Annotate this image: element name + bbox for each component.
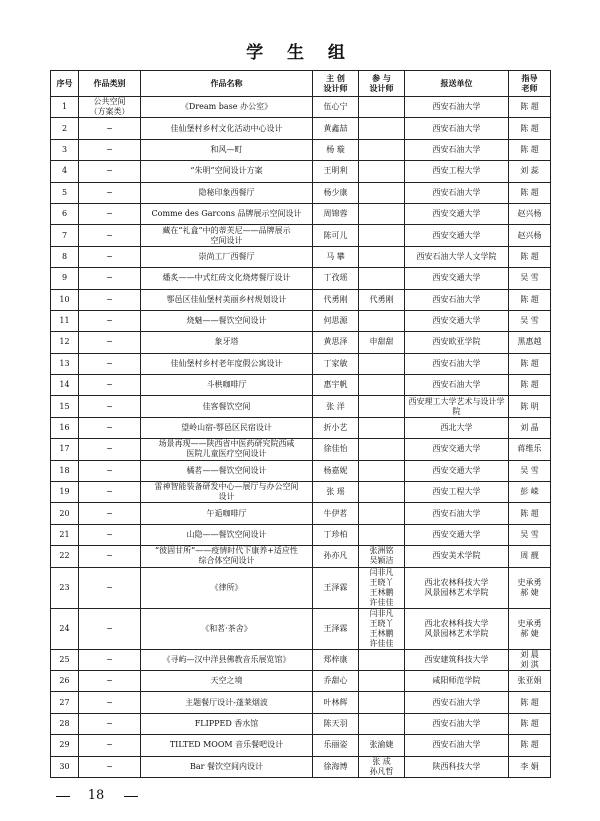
cell-category: ~ bbox=[79, 567, 141, 608]
cell-no: 8 bbox=[51, 246, 79, 267]
cell-advisor: 陈 超 bbox=[509, 246, 551, 267]
cell-name: 象牙塔 bbox=[141, 332, 313, 353]
cell-unit: 西安交通大学 bbox=[405, 225, 509, 246]
cell-participant bbox=[359, 182, 405, 203]
cell-no: 12 bbox=[51, 332, 79, 353]
cell-creator: 黄鑫喆 bbox=[313, 118, 359, 139]
cell-category: ~ bbox=[79, 289, 141, 310]
table-row bbox=[51, 546, 551, 567]
cell-no: 16 bbox=[51, 417, 79, 438]
cell-advisor: 陈 超 bbox=[509, 735, 551, 756]
table-row bbox=[51, 161, 551, 182]
cell-no: 19 bbox=[51, 482, 79, 503]
cell-participant: 张洲铭 吴颖洁 bbox=[359, 546, 405, 567]
cell-advisor: 蒋维乐 bbox=[509, 439, 551, 460]
cell-unit: 西安石油大学人文学院 bbox=[405, 246, 509, 267]
cell-creator: 丁家敏 bbox=[313, 353, 359, 374]
cell-participant bbox=[359, 524, 405, 545]
table-row bbox=[51, 439, 551, 460]
cell-participant bbox=[359, 246, 405, 267]
table-row bbox=[51, 670, 551, 691]
cell-creator: 张 洋 bbox=[313, 396, 359, 417]
cell-advisor: 吴 雪 bbox=[509, 310, 551, 331]
cell-category: 公共空间 （方案类） bbox=[79, 97, 141, 118]
cell-participant bbox=[359, 482, 405, 503]
cell-name: 鄠邑区佳仙堡村美丽乡村规划设计 bbox=[141, 289, 313, 310]
cell-no: 10 bbox=[51, 289, 79, 310]
table-row bbox=[51, 524, 551, 545]
student-award-table bbox=[50, 70, 551, 778]
table-row bbox=[51, 139, 551, 160]
cell-name: 崇尚工厂西餐厅 bbox=[141, 246, 313, 267]
cell-unit: 西安石油大学 bbox=[405, 139, 509, 160]
cell-advisor: 陈 明 bbox=[509, 396, 551, 417]
cell-participant bbox=[359, 503, 405, 524]
cell-category: ~ bbox=[79, 353, 141, 374]
cell-advisor: 李 娟 bbox=[509, 756, 551, 777]
cell-category: ~ bbox=[79, 161, 141, 182]
cell-name: 藏在“礼盒”中的蒂芙尼——品牌展示 空间设计 bbox=[141, 225, 313, 246]
table-row bbox=[51, 713, 551, 734]
cell-creator: 惠宇帆 bbox=[313, 375, 359, 396]
table-row bbox=[51, 225, 551, 246]
cell-no: 3 bbox=[51, 139, 79, 160]
cell-no: 15 bbox=[51, 396, 79, 417]
cell-participant bbox=[359, 375, 405, 396]
cell-category: ~ bbox=[79, 225, 141, 246]
cell-creator: 杨嘉妮 bbox=[313, 460, 359, 481]
cell-no: 23 bbox=[51, 567, 79, 608]
cell-creator: 杨 璇 bbox=[313, 139, 359, 160]
cell-participant: 闫非凡 王晓丫 王林鹏 许佳佳 bbox=[359, 567, 405, 608]
cell-participant bbox=[359, 649, 405, 670]
cell-participant bbox=[359, 268, 405, 289]
cell-category: ~ bbox=[79, 246, 141, 267]
cell-unit: 西安交通大学 bbox=[405, 203, 509, 224]
cell-advisor: 史承勇 郝 婕 bbox=[509, 608, 551, 649]
cell-creator: 徐佳怡 bbox=[313, 439, 359, 460]
cell-advisor: 陈 超 bbox=[509, 289, 551, 310]
table-row bbox=[51, 608, 551, 649]
table-row bbox=[51, 460, 551, 481]
cell-creator: 丁孜瑶 bbox=[313, 268, 359, 289]
table-row bbox=[51, 692, 551, 713]
table-row bbox=[51, 353, 551, 374]
cell-category: ~ bbox=[79, 756, 141, 777]
cell-participant bbox=[359, 692, 405, 713]
cell-no: 20 bbox=[51, 503, 79, 524]
cell-name: 佳客餐饮空间 bbox=[141, 396, 313, 417]
cell-participant bbox=[359, 417, 405, 438]
cell-name: 望岭山宿-鄠邑区民宿设计 bbox=[141, 417, 313, 438]
cell-advisor: 陈 超 bbox=[509, 713, 551, 734]
cell-unit: 西安石油大学 bbox=[405, 735, 509, 756]
table-row bbox=[51, 417, 551, 438]
cell-unit: 西安石油大学 bbox=[405, 97, 509, 118]
cell-advisor: 黑惠越 bbox=[509, 332, 551, 353]
cell-creator: 何思源 bbox=[313, 310, 359, 331]
cell-creator: 周锦蓉 bbox=[313, 203, 359, 224]
cell-participant: 闫非凡 王晓丫 王林鹏 许佳佳 bbox=[359, 608, 405, 649]
cell-category: ~ bbox=[79, 482, 141, 503]
cell-no: 5 bbox=[51, 182, 79, 203]
cell-advisor: 彭 嵘 bbox=[509, 482, 551, 503]
cell-name: 《和茗·茶舍》 bbox=[141, 608, 313, 649]
table-header-row bbox=[51, 71, 551, 97]
cell-name: 雷神智能装备研发中心—展厅与办公空间 设计 bbox=[141, 482, 313, 503]
cell-advisor: 陈 超 bbox=[509, 118, 551, 139]
table-row bbox=[51, 97, 551, 118]
cell-no: 6 bbox=[51, 203, 79, 224]
cell-name: 午逅咖啡厅 bbox=[141, 503, 313, 524]
cell-creator: 孙亦凡 bbox=[313, 546, 359, 567]
table-row bbox=[51, 649, 551, 670]
cell-unit: 西北农林科技大学 风景园林艺术学院 bbox=[405, 567, 509, 608]
table-row bbox=[51, 396, 551, 417]
cell-creator: 徐海博 bbox=[313, 756, 359, 777]
cell-unit: 西安交通大学 bbox=[405, 460, 509, 481]
cell-advisor: 陈 超 bbox=[509, 353, 551, 374]
table-row bbox=[51, 503, 551, 524]
cell-advisor: 陈 超 bbox=[509, 375, 551, 396]
cell-no: 29 bbox=[51, 735, 79, 756]
cell-advisor: 陈 超 bbox=[509, 692, 551, 713]
cell-no: 1 bbox=[51, 97, 79, 118]
cell-creator: 黄思泽 bbox=[313, 332, 359, 353]
cell-participant bbox=[359, 310, 405, 331]
cell-advisor: 陈 超 bbox=[509, 139, 551, 160]
cell-participant bbox=[359, 97, 405, 118]
cell-advisor: 赵兴杨 bbox=[509, 225, 551, 246]
cell-no: 2 bbox=[51, 118, 79, 139]
cell-creator: 代勇刚 bbox=[313, 289, 359, 310]
cell-name: 佳仙堡村乡村老年度假公寓设计 bbox=[141, 353, 313, 374]
table-row bbox=[51, 118, 551, 139]
cell-name: 《寻屿—汉中洋县佛教音乐展览馆》 bbox=[141, 649, 313, 670]
page-title: 学 生 组 bbox=[246, 43, 354, 63]
cell-category: ~ bbox=[79, 118, 141, 139]
cell-advisor: 张亚娟 bbox=[509, 670, 551, 691]
cell-no: 30 bbox=[51, 756, 79, 777]
cell-participant: 张 成 孙凡哲 bbox=[359, 756, 405, 777]
cell-participant bbox=[359, 713, 405, 734]
table-row bbox=[51, 735, 551, 756]
cell-unit: 咸阳师范学院 bbox=[405, 670, 509, 691]
table-row bbox=[51, 289, 551, 310]
cell-category: ~ bbox=[79, 692, 141, 713]
cell-unit: 西安石油大学 bbox=[405, 118, 509, 139]
footer-dash-left bbox=[56, 796, 70, 797]
cell-creator: 伍心宁 bbox=[313, 97, 359, 118]
cell-advisor: 吴 雪 bbox=[509, 268, 551, 289]
cell-creator: 折小艺 bbox=[313, 417, 359, 438]
cell-category: ~ bbox=[79, 735, 141, 756]
cell-unit: 西安石油大学 bbox=[405, 692, 509, 713]
cell-no: 26 bbox=[51, 670, 79, 691]
cell-unit: 西安工程大学 bbox=[405, 482, 509, 503]
cell-participant bbox=[359, 439, 405, 460]
cell-name: 主题餐厅设计-蓬莱烟波 bbox=[141, 692, 313, 713]
cell-no: 17 bbox=[51, 439, 79, 460]
cell-creator: 陈天羽 bbox=[313, 713, 359, 734]
cell-unit: 西安石油大学 bbox=[405, 375, 509, 396]
cell-category: ~ bbox=[79, 417, 141, 438]
cell-no: 11 bbox=[51, 310, 79, 331]
header-category: 作品类别 bbox=[79, 71, 141, 97]
table-row bbox=[51, 182, 551, 203]
cell-no: 7 bbox=[51, 225, 79, 246]
cell-creator: 陈可儿 bbox=[313, 225, 359, 246]
cell-unit: 西安欧亚学院 bbox=[405, 332, 509, 353]
cell-name: “朱明”空间设计方案 bbox=[141, 161, 313, 182]
cell-no: 14 bbox=[51, 375, 79, 396]
cell-creator: 马 攀 bbox=[313, 246, 359, 267]
table-row bbox=[51, 756, 551, 777]
cell-category: ~ bbox=[79, 396, 141, 417]
table-row bbox=[51, 246, 551, 267]
cell-no: 4 bbox=[51, 161, 79, 182]
cell-unit: 西安交通大学 bbox=[405, 310, 509, 331]
cell-creator: 王泽霖 bbox=[313, 608, 359, 649]
cell-participant bbox=[359, 118, 405, 139]
cell-category: ~ bbox=[79, 439, 141, 460]
table-row bbox=[51, 310, 551, 331]
cell-participant: 代勇刚 bbox=[359, 289, 405, 310]
cell-category: ~ bbox=[79, 670, 141, 691]
table-body bbox=[51, 97, 551, 778]
cell-participant: 申甜甜 bbox=[359, 332, 405, 353]
cell-category: ~ bbox=[79, 139, 141, 160]
cell-name: FLIPPED 香水馆 bbox=[141, 713, 313, 734]
cell-no: 18 bbox=[51, 460, 79, 481]
cell-name: “彼固甘所”——疫情时代下康养+适应性 综合体空间设计 bbox=[141, 546, 313, 567]
cell-unit: 西安石油大学 bbox=[405, 503, 509, 524]
cell-advisor: 陈 超 bbox=[509, 97, 551, 118]
cell-name: 场景再现——陕西省中医药研究院西咸 医院儿童医疗空间设计 bbox=[141, 439, 313, 460]
cell-name: 和风—町 bbox=[141, 139, 313, 160]
page-number: 18 bbox=[87, 788, 105, 803]
cell-no: 22 bbox=[51, 546, 79, 567]
cell-name: 隐秘印象西餐厅 bbox=[141, 182, 313, 203]
cell-category: ~ bbox=[79, 713, 141, 734]
cell-unit: 西安石油大学 bbox=[405, 713, 509, 734]
cell-advisor: 陈 超 bbox=[509, 503, 551, 524]
cell-advisor: 刘 蕊 bbox=[509, 161, 551, 182]
cell-no: 24 bbox=[51, 608, 79, 649]
cell-category: ~ bbox=[79, 332, 141, 353]
cell-unit: 西安建筑科技大学 bbox=[405, 649, 509, 670]
cell-no: 13 bbox=[51, 353, 79, 374]
cell-unit: 西北农林科技大学 风景园林艺术学院 bbox=[405, 608, 509, 649]
cell-name: 燔炙——中式红砖文化烧烤餐厅设计 bbox=[141, 268, 313, 289]
table-row bbox=[51, 332, 551, 353]
cell-advisor: 史承勇 郝 婕 bbox=[509, 567, 551, 608]
cell-category: ~ bbox=[79, 608, 141, 649]
cell-category: ~ bbox=[79, 203, 141, 224]
cell-name: 橘茗——餐饮空间设计 bbox=[141, 460, 313, 481]
cell-participant: 张渝婕 bbox=[359, 735, 405, 756]
cell-participant bbox=[359, 353, 405, 374]
header-creator: 主 创 设计师 bbox=[313, 71, 359, 97]
cell-creator: 乐丽姿 bbox=[313, 735, 359, 756]
cell-category: ~ bbox=[79, 546, 141, 567]
cell-category: ~ bbox=[79, 268, 141, 289]
header-participant: 参 与 设计师 bbox=[359, 71, 405, 97]
cell-participant bbox=[359, 670, 405, 691]
header-name: 作品名称 bbox=[141, 71, 313, 97]
cell-category: ~ bbox=[79, 310, 141, 331]
cell-participant bbox=[359, 139, 405, 160]
cell-category: ~ bbox=[79, 503, 141, 524]
cell-name: Bar 餐饮空间内设计 bbox=[141, 756, 313, 777]
cell-name: 《Dream base 办公室》 bbox=[141, 97, 313, 118]
cell-participant bbox=[359, 460, 405, 481]
cell-no: 25 bbox=[51, 649, 79, 670]
cell-creator: 杨少康 bbox=[313, 182, 359, 203]
cell-creator: 牛伊茗 bbox=[313, 503, 359, 524]
cell-participant bbox=[359, 203, 405, 224]
table-row bbox=[51, 482, 551, 503]
cell-no: 28 bbox=[51, 713, 79, 734]
cell-name: 佳仙堡村乡村文化活动中心设计 bbox=[141, 118, 313, 139]
cell-no: 9 bbox=[51, 268, 79, 289]
table-row bbox=[51, 203, 551, 224]
cell-name: 山隐——餐饮空间设计 bbox=[141, 524, 313, 545]
cell-unit: 陕西科技大学 bbox=[405, 756, 509, 777]
header-no: 序号 bbox=[51, 71, 79, 97]
cell-creator: 丁珍柏 bbox=[313, 524, 359, 545]
cell-unit: 西安交通大学 bbox=[405, 439, 509, 460]
cell-advisor: 吴 雪 bbox=[509, 524, 551, 545]
cell-advisor: 赵兴杨 bbox=[509, 203, 551, 224]
cell-creator: 郑梓康 bbox=[313, 649, 359, 670]
cell-unit: 西安工程大学 bbox=[405, 161, 509, 182]
cell-advisor: 吴 雪 bbox=[509, 460, 551, 481]
table-row bbox=[51, 268, 551, 289]
header-unit: 报送单位 bbox=[405, 71, 509, 97]
cell-name: 斗栱咖啡厅 bbox=[141, 375, 313, 396]
cell-name: 《律所》 bbox=[141, 567, 313, 608]
cell-category: ~ bbox=[79, 524, 141, 545]
cell-unit: 西安石油大学 bbox=[405, 182, 509, 203]
cell-advisor: 周 靓 bbox=[509, 546, 551, 567]
cell-unit: 西安理工大学艺术与设计学院 bbox=[405, 396, 509, 417]
cell-creator: 张 瑶 bbox=[313, 482, 359, 503]
cell-name: Comme des Garcons 品牌展示空间设计 bbox=[141, 203, 313, 224]
table-row bbox=[51, 375, 551, 396]
cell-creator: 叶林辉 bbox=[313, 692, 359, 713]
cell-advisor: 刘 晨 刘 淇 bbox=[509, 649, 551, 670]
cell-participant bbox=[359, 396, 405, 417]
table-row bbox=[51, 567, 551, 608]
cell-category: ~ bbox=[79, 649, 141, 670]
header-advisor: 指导 老师 bbox=[509, 71, 551, 97]
cell-unit: 西安石油大学 bbox=[405, 289, 509, 310]
cell-creator: 王明利 bbox=[313, 161, 359, 182]
cell-unit: 西安美术学院 bbox=[405, 546, 509, 567]
cell-unit: 西北大学 bbox=[405, 417, 509, 438]
cell-unit: 西安交通大学 bbox=[405, 524, 509, 545]
cell-creator: 王泽霖 bbox=[313, 567, 359, 608]
cell-unit: 西安交通大学 bbox=[405, 268, 509, 289]
cell-creator: 乔甜心 bbox=[313, 670, 359, 691]
cell-advisor: 刘 晶 bbox=[509, 417, 551, 438]
cell-participant bbox=[359, 161, 405, 182]
cell-category: ~ bbox=[79, 182, 141, 203]
cell-category: ~ bbox=[79, 460, 141, 481]
cell-no: 27 bbox=[51, 692, 79, 713]
cell-unit: 西安石油大学 bbox=[405, 353, 509, 374]
cell-name: 烧魅——餐饮空间设计 bbox=[141, 310, 313, 331]
cell-advisor: 陈 超 bbox=[509, 182, 551, 203]
cell-no: 21 bbox=[51, 524, 79, 545]
cell-name: TILTED MOOM 音乐餐吧设计 bbox=[141, 735, 313, 756]
cell-category: ~ bbox=[79, 375, 141, 396]
footer-dash-right bbox=[124, 796, 138, 797]
cell-participant bbox=[359, 225, 405, 246]
cell-name: 天空之境 bbox=[141, 670, 313, 691]
